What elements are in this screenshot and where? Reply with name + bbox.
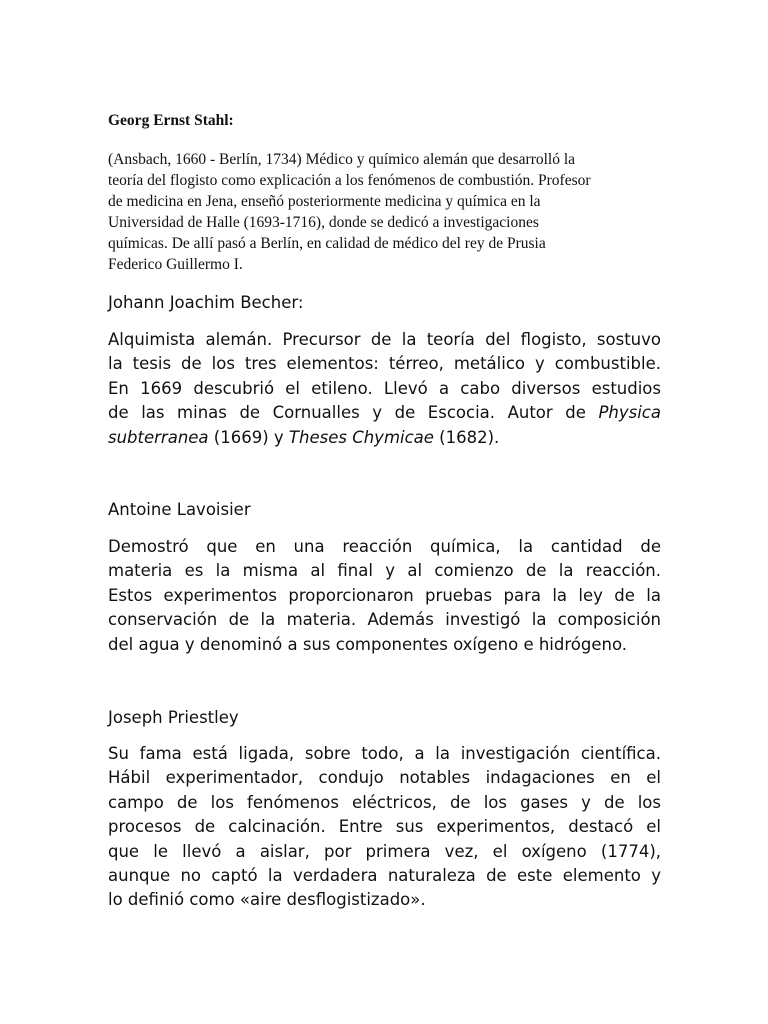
priestley-line: Su fama está ligada, sobre todo, a la investigación científica. xyxy=(108,744,661,763)
becher-year-1: (1669) y xyxy=(208,427,289,447)
lavoisier-heading: Antoine Lavoisier xyxy=(108,500,251,519)
priestley-line: lo definió como «aire desflogistizado». xyxy=(108,890,426,910)
priestley-line: procesos de calcinación. Entre sus experimentos, destacó el xyxy=(108,817,661,837)
stahl-line: químicas. De allí pasó a Berlín, en calidad de médico del rey de Prusia xyxy=(108,235,546,252)
priestley-line: campo de los fenómenos eléctricos, de los gases y de los xyxy=(108,792,661,812)
priestley-line: aunque no captó la verdadera naturaleza de este elemento y xyxy=(108,866,661,886)
stahl-line: Federico Guillermo I. xyxy=(108,256,243,273)
priestley-paragraph xyxy=(108,742,661,913)
becher-paragraph xyxy=(108,328,661,450)
lavoisier-line: Demostró que en una reacción química, la cantidad de xyxy=(108,537,661,556)
becher-book-title-1-cont: subterranea xyxy=(108,427,209,447)
stahl-paragraph xyxy=(108,149,656,275)
priestley-line: que le llevó a aislar, por primera vez, el oxígeno (1774), xyxy=(108,841,661,861)
becher-line: En 1669 descubrió el etileno. Llevó a cabo diversos estudios xyxy=(108,378,661,398)
stahl-line: teoría del flogisto como explicación a los fenómenos de combustión. Profesor xyxy=(108,172,591,189)
lavoisier-paragraph xyxy=(108,535,661,657)
becher-heading: Johann Joachim Becher: xyxy=(108,293,304,312)
lavoisier-line: conservación de la materia. Además investigó la composición xyxy=(108,610,661,630)
stahl-line: (Ansbach, 1660 - Berlín, 1734) Médico y químico alemán que desarrolló la xyxy=(108,151,576,168)
becher-line: Alquimista alemán. Precursor de la teoría del flogisto, sostuvo xyxy=(108,330,661,349)
stahl-title: Georg Ernst Stahl: xyxy=(108,112,234,129)
stahl-line: Universidad de Halle (1693-1716), donde se dedicó a investigaciones xyxy=(108,214,539,231)
becher-book-title-2: Theses Chymicae xyxy=(288,427,434,447)
lavoisier-line: materia es la misma al final y al comienzo de la reacción. xyxy=(108,561,661,581)
lavoisier-line: del agua y denominó a sus componentes oxígeno e hidrógeno. xyxy=(108,634,628,654)
becher-year-2: (1682). xyxy=(433,427,500,447)
becher-line-last xyxy=(108,426,661,450)
priestley-heading: Joseph Priestley xyxy=(108,708,239,727)
priestley-line: Hábil experimentador, condujo notables indagaciones en el xyxy=(108,768,661,788)
becher-book-title-1: Physica xyxy=(598,403,661,423)
stahl-line: de medicina en Jena, enseñó posteriormente medicina y química en la xyxy=(108,193,541,210)
becher-line-with-title xyxy=(108,401,661,425)
lavoisier-line: Estos experimentos proporcionaron pruebas para la ley de la xyxy=(108,585,661,605)
becher-line: la tesis de los tres elementos: térreo, metálico y combustible. xyxy=(108,354,661,374)
becher-line-text: de las minas de Cornualles y de Escocia. Autor de xyxy=(108,403,586,423)
